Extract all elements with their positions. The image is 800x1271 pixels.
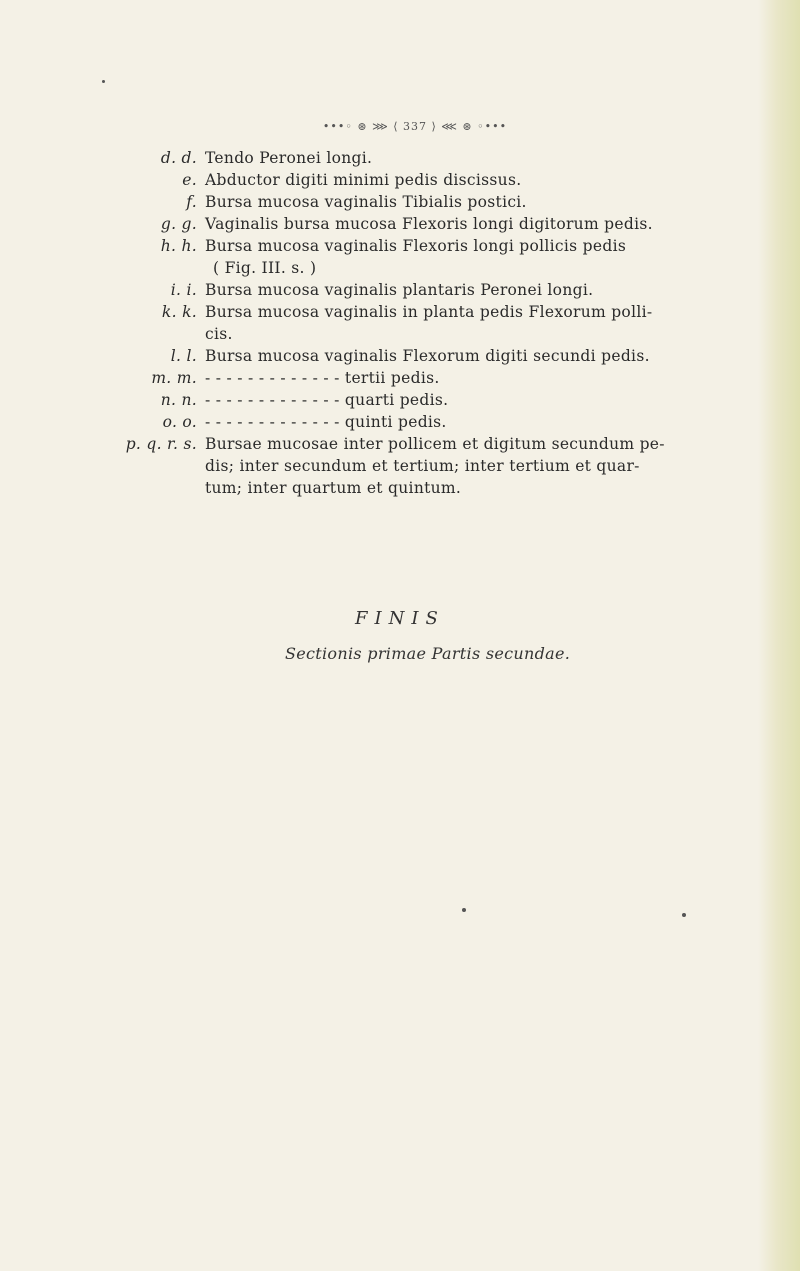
entry-label: l. l. bbox=[170, 347, 197, 365]
list-item bbox=[0, 169, 800, 191]
entry-label: i. i. bbox=[170, 281, 197, 299]
entry-label: m. m. bbox=[151, 369, 197, 387]
list-item bbox=[0, 345, 800, 367]
list-item bbox=[0, 235, 800, 279]
entry-text: Vaginalis bursa mucosa Flexoris longi digitorum pedis. bbox=[205, 215, 653, 233]
list-item bbox=[0, 147, 800, 169]
list-item bbox=[0, 191, 800, 213]
paper-speck bbox=[102, 80, 105, 83]
entry-label: n. n. bbox=[160, 391, 197, 409]
entry-text: - - - - - - - - - - - - - tertii pedis. bbox=[205, 369, 440, 387]
ornament-glyphs: •••◦ ⊛ ⋙ ⟨ 337 ⟩ ⋘ ⊛ ◦••• bbox=[322, 119, 508, 133]
list-item bbox=[0, 213, 800, 235]
list-item bbox=[0, 411, 800, 433]
list-item bbox=[0, 279, 800, 301]
entry-text: Bursa mucosa vaginalis Tibialis postici. bbox=[205, 193, 527, 211]
entry-text-continued: tum; inter quartum et quintum. bbox=[205, 479, 462, 497]
section-subtitle: Sectionis primae Partis secundae. bbox=[285, 644, 571, 663]
entry-label: o. o. bbox=[162, 413, 197, 431]
paper-speck bbox=[682, 913, 686, 917]
entry-text: - - - - - - - - - - - - - quinti pedis. bbox=[205, 413, 447, 431]
finis-heading: FINIS bbox=[355, 608, 445, 629]
entry-label: e. bbox=[182, 171, 197, 189]
entry-label: d. d. bbox=[160, 149, 197, 167]
header-ornament bbox=[305, 115, 525, 137]
entry-label: f. bbox=[186, 193, 197, 211]
entry-text: Bursa mucosa vaginalis in planta pedis Flexorum polli- bbox=[205, 303, 653, 321]
entry-text-continued: cis. bbox=[205, 325, 233, 343]
entry-text-continued: dis; inter secundum et tertium; inter tertium et quar- bbox=[205, 457, 640, 475]
list-item bbox=[0, 301, 800, 345]
entry-label: h. h. bbox=[160, 237, 197, 255]
entry-text: Bursa mucosa vaginalis Flexoris longi pollicis pedis bbox=[205, 237, 627, 255]
entry-text: Abductor digiti minimi pedis discissus. bbox=[205, 171, 522, 189]
entry-label: k. k. bbox=[161, 303, 197, 321]
entry-text: Bursa mucosa vaginalis plantaris Peronei longi. bbox=[205, 281, 594, 299]
list-item bbox=[0, 433, 800, 499]
paper-speck bbox=[462, 908, 466, 912]
entry-text: Bursa mucosa vaginalis Flexorum digiti secundi pedis. bbox=[205, 347, 650, 365]
entry-label: p. q. r. s. bbox=[125, 435, 197, 453]
entry-label: g. g. bbox=[160, 215, 197, 233]
list-item bbox=[0, 389, 800, 411]
list-item bbox=[0, 367, 800, 389]
entry-text: Bursae mucosae inter pollicem et digitum secundum pe- bbox=[205, 435, 665, 453]
legend-list bbox=[0, 147, 800, 499]
entry-text: - - - - - - - - - - - - - quarti pedis. bbox=[205, 391, 449, 409]
entry-text-continued: ( Fig. III. s. ) bbox=[213, 259, 317, 277]
entry-text: Tendo Peronei longi. bbox=[205, 149, 373, 167]
